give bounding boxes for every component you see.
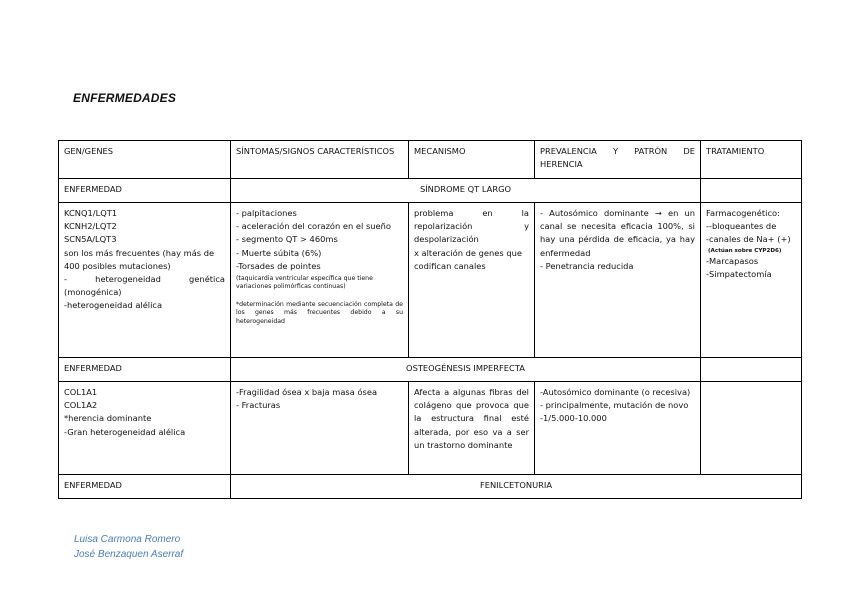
authors bbox=[74, 532, 183, 562]
empty-cell bbox=[701, 358, 802, 382]
header-mechanism: MECANISMO bbox=[409, 141, 535, 179]
empty-cell bbox=[701, 179, 802, 203]
gene-line: - heterogeneidad genética (monogénica) bbox=[64, 274, 225, 298]
symptom-note-diagnosis: *determinación mediante secuenciación completa de los genes más frecuentes debido a su heterogeneidad bbox=[236, 300, 403, 325]
disease-name: FENILCETONURIA bbox=[231, 475, 802, 499]
disease-title-row bbox=[59, 358, 802, 382]
symptom-line: - Fracturas bbox=[236, 400, 281, 411]
symptoms-cell bbox=[231, 382, 409, 475]
treatment-line: -canales de Na+ (+) bbox=[706, 234, 791, 245]
disease-name: OSTEOGÉNESIS IMPERFECTA bbox=[231, 358, 701, 382]
gene-line: COL1A1 bbox=[64, 387, 98, 397]
disease-detail-row bbox=[59, 203, 802, 358]
disease-detail-row bbox=[59, 382, 802, 475]
header-symptoms: SÍNTOMAS/SIGNOS CARACTERÍSTICOS bbox=[231, 141, 409, 179]
diseases-table bbox=[58, 140, 802, 499]
disease-title-row bbox=[59, 179, 802, 203]
prevalence-line: -1/5.000-10.000 bbox=[540, 413, 607, 424]
genes-cell bbox=[59, 203, 231, 358]
symptom-line: -Torsades de pointes bbox=[236, 260, 321, 271]
header-prevalence: PREVALENCIA Y PATRÓN DE HERENCIA bbox=[535, 141, 701, 179]
header-treatment: TRATAMIENTO bbox=[701, 141, 802, 179]
author-name: José Benzaquen Aserraf bbox=[74, 549, 184, 560]
prevalence-line: - Autosómico dominante → en un canal se necesita eficacia 100%, si hay una pérdida de eficacia, ya hay enfermedad bbox=[540, 208, 695, 258]
mechanism-line: x alteración de genes que codifican canales bbox=[414, 247, 522, 271]
gene-line: -heterogeneidad alélica bbox=[64, 300, 163, 311]
treatment-line: Farmacogenético: bbox=[706, 208, 780, 218]
mechanism-cell: Afecta a algunas fibras del colágeno que provoca que la estructura final esté alterada, por eso va a ser un trastorno dominante bbox=[409, 382, 535, 475]
genes-cell bbox=[59, 382, 231, 475]
gene-line: *herencia dominante bbox=[64, 413, 152, 424]
treatment-line: -Simpatectomía bbox=[706, 268, 772, 279]
symptom-line: -Fragilidad ósea x baja masa ósea bbox=[236, 387, 378, 397]
treatment-cell bbox=[701, 203, 802, 358]
prevalence-line: - principalmente, mutación de novo bbox=[540, 400, 689, 411]
header-genes: GEN/GENES bbox=[59, 141, 231, 179]
gene-line: KCNQ1/LQT1 bbox=[64, 208, 118, 218]
gene-line: -Gran heterogeneidad alélica bbox=[64, 426, 186, 437]
symptom-line: - Muerte súbita (6%) bbox=[236, 247, 322, 258]
symptom-line: - segmento QT > 460ms bbox=[236, 234, 338, 245]
prevalence-cell bbox=[535, 382, 701, 475]
disease-label: ENFERMEDAD bbox=[59, 358, 231, 382]
gene-line: KCNH2/LQT2 bbox=[64, 221, 117, 232]
mechanism-line: problema en la repolarización y despolarización bbox=[414, 208, 529, 245]
treatment-cell bbox=[701, 382, 802, 475]
page-title: ENFERMEDADES bbox=[73, 91, 177, 105]
treatment-line: -Marcapasos bbox=[706, 255, 759, 266]
symptoms-cell bbox=[231, 203, 409, 358]
treatment-note: (Actúan sobre CYP2D6) bbox=[708, 247, 782, 254]
symptom-line: - palpitaciones bbox=[236, 208, 297, 218]
disease-label: ENFERMEDAD bbox=[59, 475, 231, 499]
disease-label: ENFERMEDAD bbox=[59, 179, 231, 203]
symptom-line: - aceleración del corazón en el sueño bbox=[236, 221, 391, 232]
gene-line: SCN5A/LQT3 bbox=[64, 234, 117, 245]
gene-line: COL1A2 bbox=[64, 400, 98, 411]
disease-name: SÍNDROME QT LARGO bbox=[231, 179, 701, 203]
symptom-note: (taquicardia ventricular específica que tiene variaciones polimórficas continuas) bbox=[236, 275, 373, 291]
gene-line: son los más frecuentes (hay más de 400 posibles mutaciones) bbox=[64, 247, 215, 271]
prevalence-cell bbox=[535, 203, 701, 358]
mechanism-cell bbox=[409, 203, 535, 358]
author-name: Luisa Carmona Romero bbox=[74, 534, 181, 545]
treatment-line: --bloqueantes de bbox=[706, 221, 777, 232]
prevalence-line: -Autosómico dominante (o recesiva) bbox=[540, 387, 691, 397]
disease-title-row bbox=[59, 475, 802, 499]
prevalence-line: - Penetrancia reducida bbox=[540, 260, 634, 271]
header-row bbox=[59, 141, 802, 179]
